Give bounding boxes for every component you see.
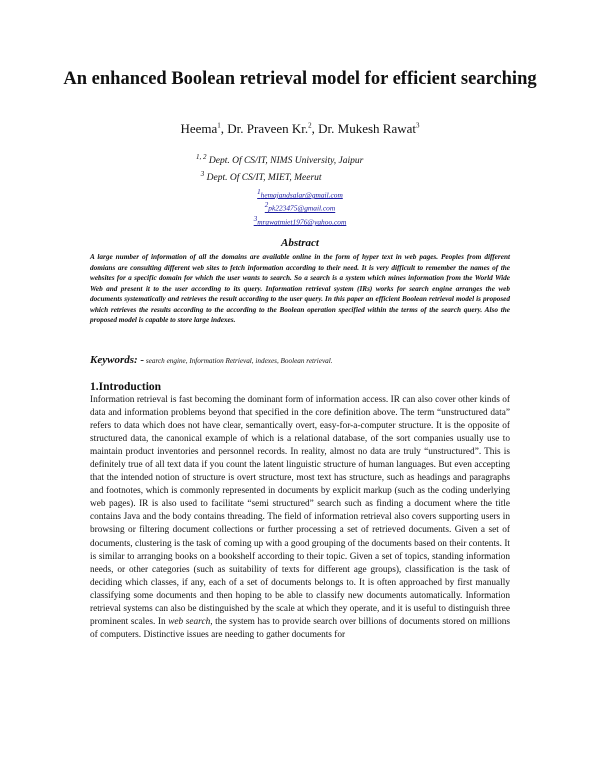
- keywords-text: search engine, Information Retrieval, indexes, Boolean retrieval.: [145, 357, 333, 365]
- abstract-heading: Abstract: [281, 237, 319, 249]
- keywords-label: Keywords: -: [90, 354, 145, 366]
- section-heading-introduction: 1.Introduction: [90, 381, 162, 393]
- paper-title: An enhanced Boolean retrieval model for efficient searching: [63, 69, 537, 89]
- email-link-2[interactable]: $^2$pk223475@gmail.com: [264, 201, 336, 213]
- author-emails: [220, 187, 380, 227]
- introduction-paragraph: Information retrieval is fast becoming the dominant form of information access. IR can also cover other kinds of data and information problems beyond that specified in the core definition above. The term “unstructured data” refers to data which does not have clear, semantically overt, easy-for-a-computer structure. It is the opposite of structured data, the canonical example of which is a relational database, of the sort companies usually use to maintain product inventories and personnel records. In reality, almost no data are truly “unstructured”. This is definitely true of all text data if you count the latent linguistic structure of human languages. But even accepting that the intended notion of structure is overt structure, most text has structure, such as headings and paragraphs and footnotes, which is commonly represented in documents by explicit markup (such as the coding underlying web pages). IR is also used to facilitate “semi structured” search such as finding a document where the title contains Java and the body contains threading. The field of information retrieval also covers supporting users in browsing or filtering document collections or further processing a set of retrieved documents. Given a set of documents, clustering is the task of coming up with a good grouping of the documents based on their contents. It is similar to arranging books on a bookshelf according to their topic. Given a set of topics, standing information needs, or other categories (such as suitability of texts for different age groups), classification is the task of deciding which classes, if any, each of a set of documents belongs to. It is often approached by first manually classifying some documents and then hoping to be able to classify new documents automatically. Information retrieval systems can also be distinguished by the scale at which they operate, and it is useful to distinguish three prominent scales. In web search, the system has to provide search over billions of documents stored on millions of computers. Distinctive issues are needing to gather documents for: [90, 395, 510, 640]
- author-list: [60, 121, 540, 137]
- affiliation-1: $^{1, 2}$ Dept. Of CS/IT, NIMS University, Jaipur: [196, 153, 364, 167]
- affiliations: [196, 151, 363, 184]
- keywords-line: [90, 354, 510, 366]
- author-2: Dr. Praveen Kr.$^2$,: [227, 121, 319, 136]
- email-link-1[interactable]: $^1$hemajandsalar@gmail.com: [257, 188, 343, 200]
- author-3: Dr. Mukesh Rawat$^3$: [318, 121, 420, 136]
- author-1: Heema$^1$,: [180, 121, 228, 136]
- emphasis-web-search: web search: [168, 616, 211, 627]
- affiliation-2: $^3$ Dept. Of CS/IT, MIET, Meerut: [200, 169, 322, 183]
- abstract-text: A large number of information of all the domains are available online in the form of hyper text in web pages. Peoples from different domians are consulting different web sites to fetch information according to their need. It is very difficult to remember the names of the websites for a specific domain for which the user wants to search. So a search is a system which mines information from the World Wide Web and present it to the user according to its query. Information retrieval system (IRs) works for search engine arranges the web documents systematically and retrieves the result according to the user query. In this paper an efficient Boolean retrieval model is proposed which retrieves the results according to the according to the Boolean operation specified within the terms of the search query. Also the proposed model is capable to store large indexes.: [90, 253, 510, 325]
- email-link-3[interactable]: $^3$mrawatmiet1976@yahoo.com: [253, 214, 347, 227]
